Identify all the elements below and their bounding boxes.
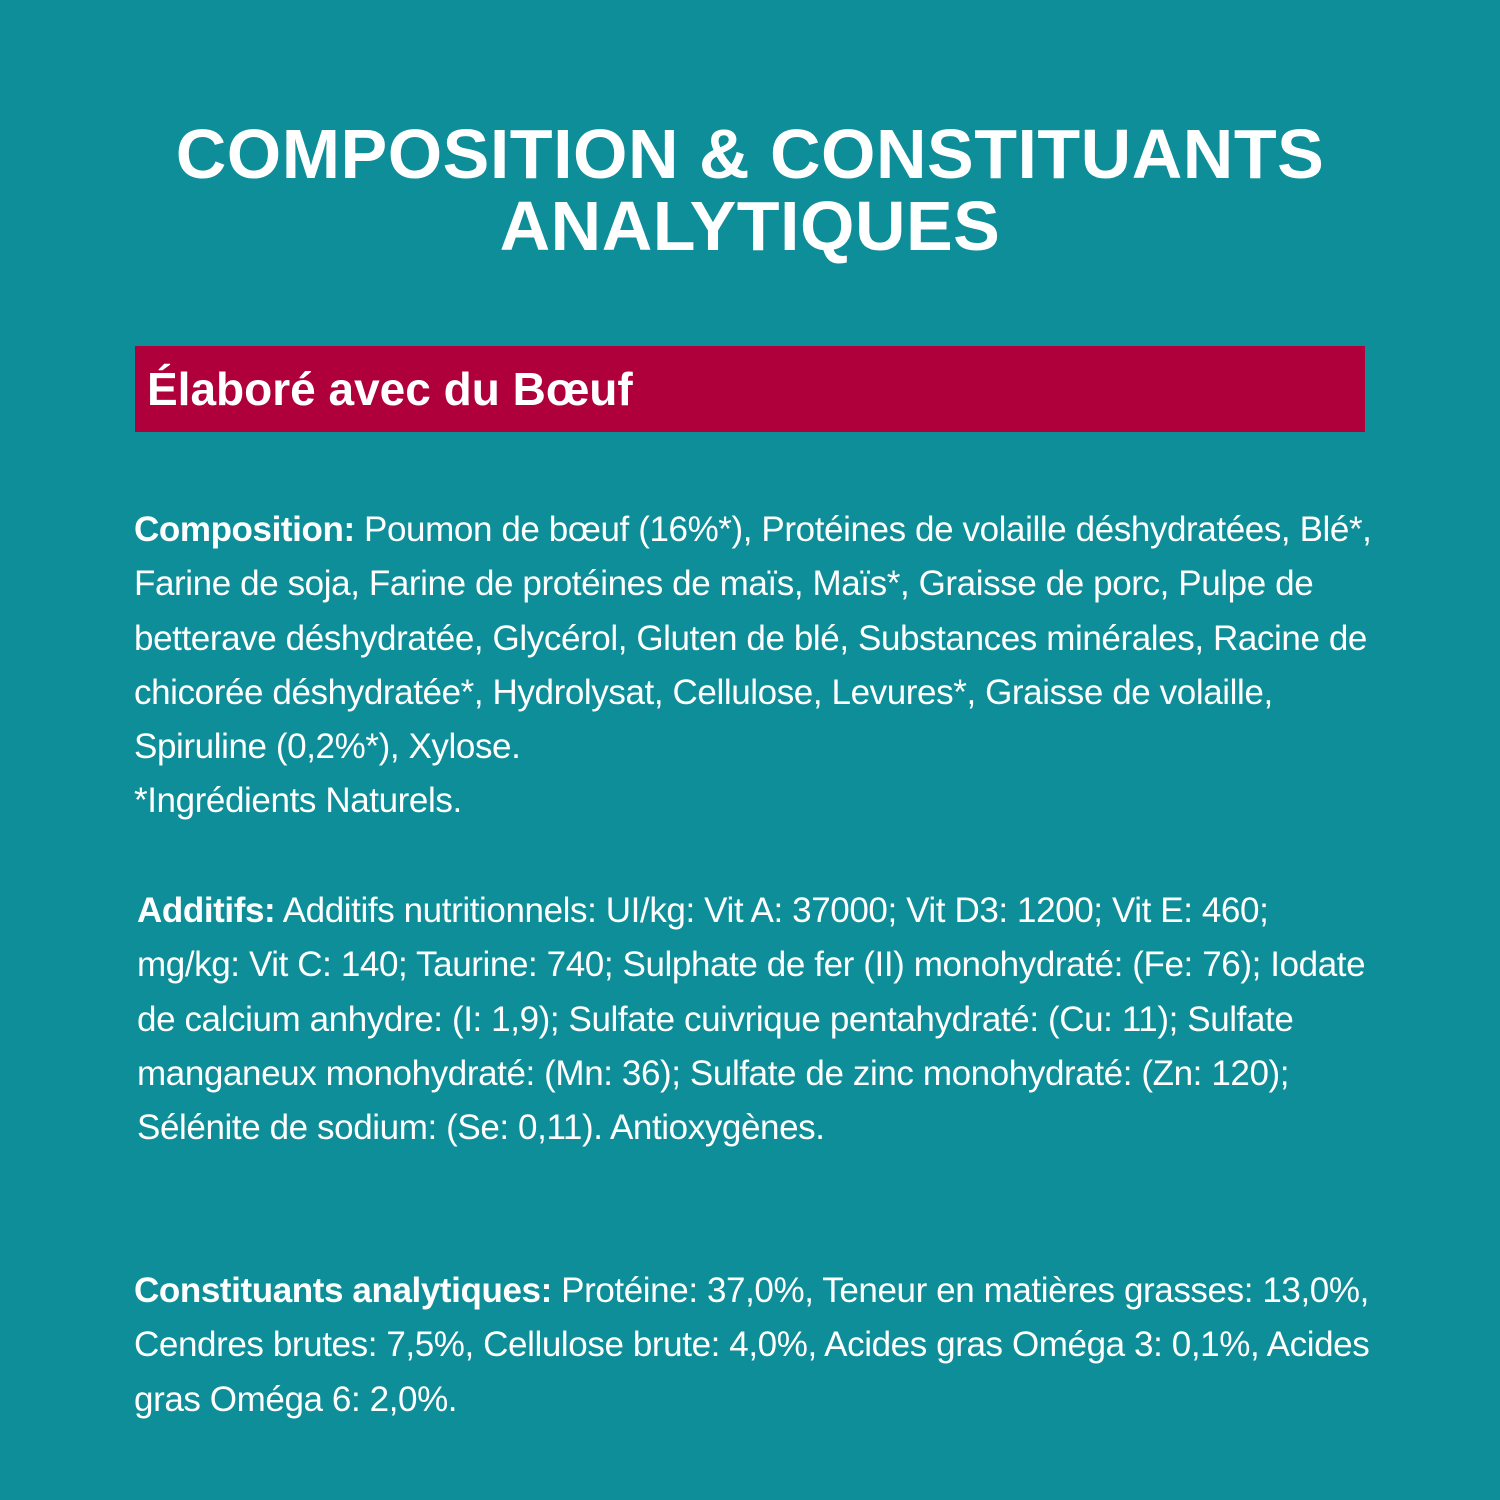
additives-label: Additifs: [137, 891, 276, 930]
page-title [0, 115, 1500, 265]
additives-text: Additifs nutritionnels: UI/kg: Vit A: 37000; Vit D3: 1200; Vit E: 460; mg/kg: Vit C: 140; Taurine: 740; Sulphate de fer (II) monohydraté: (Fe: 76); Iodate de calcium anhydre: (I: 1,9); Sulfate cuivrique pentahydraté: (Cu: 11); Sulfate manganeux monohydraté: (Mn: 36); Sulfate de zinc monohydraté: (Zn: 120); Sélénite de sodium: (Se: 0,11). Antioxygènes. [137, 891, 1366, 1148]
analytical-constituents-label: Constituants analytiques: [134, 1271, 552, 1310]
analytical-constituents-text: Protéine: 37,0%, Teneur en matières grasses: 13,0%, Cendres brutes: 7,5%, Cellulose brute: 4,0%, Acides gras Oméga 3: 0,1%, Acides gras Oméga 6: 2,0%. [134, 1271, 1370, 1419]
additives-section [137, 884, 1377, 1155]
composition-label: Composition: [134, 510, 355, 549]
recipe-banner [135, 346, 1365, 432]
recipe-banner-text: Élaboré avec du Bœuf [147, 363, 633, 415]
page-title-line-2: ANALYTIQUES [499, 187, 1001, 265]
analytical-constituents-section [134, 1264, 1374, 1427]
composition-section [134, 503, 1374, 829]
composition-text: Poumon de bœuf (16%*), Protéines de volaille déshydratées, Blé*, Farine de soja, Farine de protéines de maïs, Maïs*, Graisse de porc, Pulpe de betterave déshydratée, Glycérol, Gluten de blé, Substances minérales, Racine de chicorée déshydratée*, Hydrolysat, Cellulose, Levures*, Graisse de volaille, Spiruline (0,2%*), Xylose. [134, 510, 1372, 767]
page-title-line-1: COMPOSITION & CONSTITUANTS [175, 115, 1325, 193]
composition-footnote: *Ingrédients Naturels. [134, 781, 462, 821]
